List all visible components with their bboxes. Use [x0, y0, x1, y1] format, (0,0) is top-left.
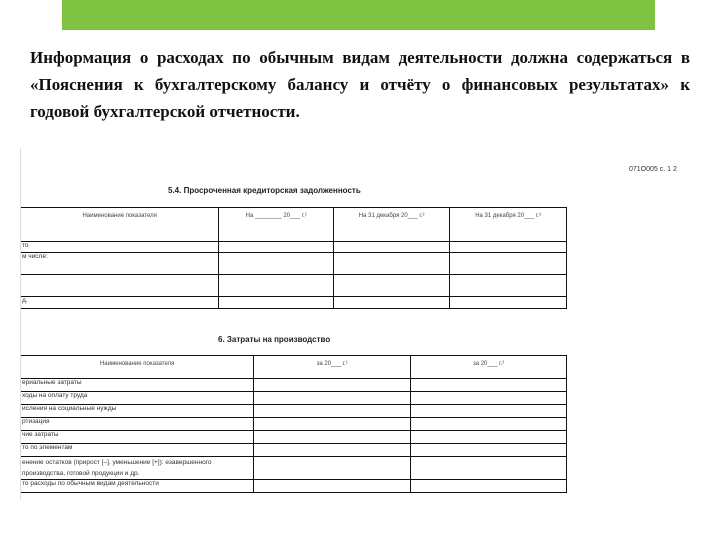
row-label: то — [21, 242, 219, 253]
table2-header: Наименование показателя — [21, 356, 254, 379]
row-label: ртизация — [21, 418, 254, 431]
table2-header: за 20___ г.¹ — [254, 356, 411, 379]
table-row — [21, 297, 567, 309]
table-row — [21, 405, 567, 418]
green-header-bar — [62, 0, 655, 30]
table1-header: На ________ 20___ г.¹ — [219, 208, 334, 242]
production-costs-table — [21, 355, 567, 493]
table-row — [21, 392, 567, 405]
row-label: д. — [21, 297, 219, 309]
table2-title: 6. Затраты на производство — [218, 335, 331, 344]
table1-title: 5.4. Просроченная кредиторская задолженность — [168, 186, 361, 195]
table-row — [21, 480, 567, 493]
table-row — [21, 457, 567, 480]
row-label: то расходы по обычным видам деятельности — [21, 480, 254, 493]
row-label: енение остатков (прирост [–], уменьшение [+]): езавершенного производства, готовой продукции и др. — [21, 457, 254, 480]
row-label: то по элементам — [21, 444, 254, 457]
row-label — [21, 275, 219, 297]
row-label: м числе: — [21, 253, 219, 275]
table-row — [21, 444, 567, 457]
form-image — [20, 148, 701, 500]
form-code: 071О005 с. 1 2 — [629, 166, 677, 173]
table-row — [21, 418, 567, 431]
table-row — [21, 275, 567, 297]
table1-header: На 31 декабря 20___ г.³ — [450, 208, 567, 242]
row-label: ериальные затраты — [21, 379, 254, 392]
table-row — [21, 379, 567, 392]
row-label: чие затраты — [21, 431, 254, 444]
table1-header: На 31 декабря 20___ г.² — [334, 208, 450, 242]
table1-header: Наименование показателя — [21, 208, 219, 242]
overdue-payables-table — [21, 207, 567, 309]
row-label: исления на социальные нужды — [21, 405, 254, 418]
table-row — [21, 431, 567, 444]
row-label: ходы на оплату труда — [21, 392, 254, 405]
table-row — [21, 242, 567, 253]
table2-header: за 20___ г.² — [411, 356, 567, 379]
intro-paragraph: Информация о расходах по обычным видам деятельности должна содержаться в «Пояснения к бухгалтерскому балансу и отчёту о финансовых результатах» к годовой бухгалтерской отчетности. — [30, 48, 690, 121]
table-row — [21, 253, 567, 275]
